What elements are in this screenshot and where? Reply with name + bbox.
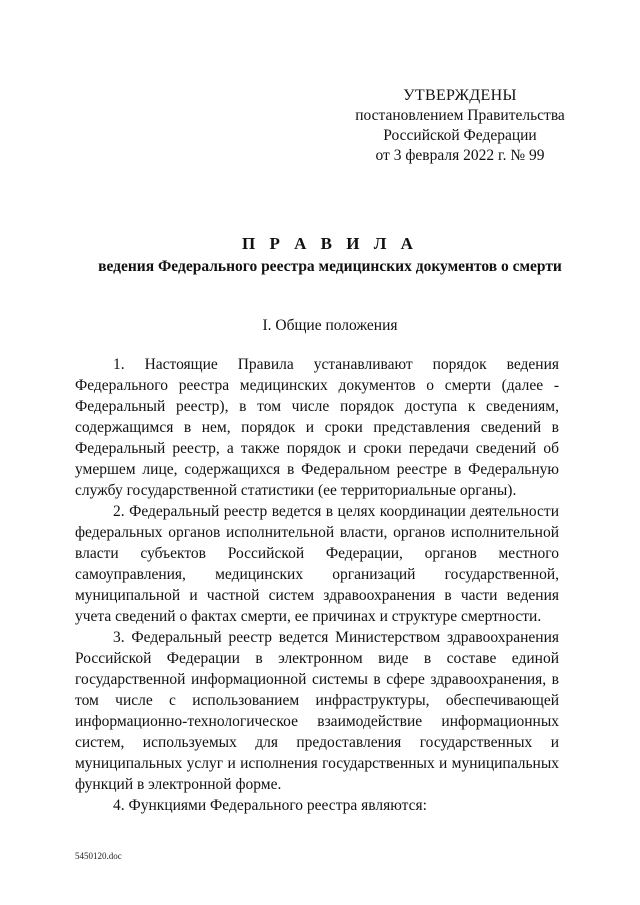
section-heading: I. Общие положения (262, 317, 398, 334)
paragraph-2: 2. Федеральный реестр ведется в целях координации деятельности федеральных органов исполнительной власти, органов исполнительной власти субъектов Российской Федерации, органов местного самоуправления, медицинских организаций государственной, муниципальной и частной систем здравоохранения в части ведения учета сведений о фактах смерти, ее причинах и структуре смертности. (75, 503, 559, 625)
footer-file-code: 5450120.doc (75, 851, 122, 861)
paragraph-4: 4. Функциями Федерального реестра являются: (113, 797, 427, 814)
document-subtitle: ведения Федерального реестра медицинских документов о смерти (98, 258, 562, 275)
document-body (75, 354, 559, 816)
paragraph-3: 3. Федеральный реестр ведется Министерством здравоохранения Российской Федерации в электронном виде в составе единой государственной информационной системы в сфере здравоохранения, в том числе с использованием инфраструктуры, обеспечивающей информационно-технологическое взаимодействие информационных систем, используемых для предоставления государственных и муниципальных услуг и исполнения государственных и муниципальных функций в электронной форме. (75, 629, 559, 793)
approval-line-2: Российской Федерации (383, 127, 537, 144)
approval-heading: УТВЕРЖДЕНЫ (403, 87, 517, 104)
approval-line-1: постановлением Правительства (355, 107, 565, 124)
document-title: П Р А В И Л А (242, 234, 418, 253)
paragraph-1: 1. Настоящие Правила устанавливают порядок ведения Федерального реестра медицинских документов о смерти (далее - Федеральный реестр), в том числе порядок доступа к сведениям, содержащимся в нем, порядок и сроки представления сведений в Федеральный реестр, а также порядок и сроки передачи сведений об умершем лице, содержащихся в Федеральном реестре в Федеральную службу государственной статистики (ее территориальные органы). (75, 356, 559, 499)
approval-line-3: от 3 февраля 2022 г. № 99 (375, 147, 545, 164)
approval-block (340, 86, 580, 166)
